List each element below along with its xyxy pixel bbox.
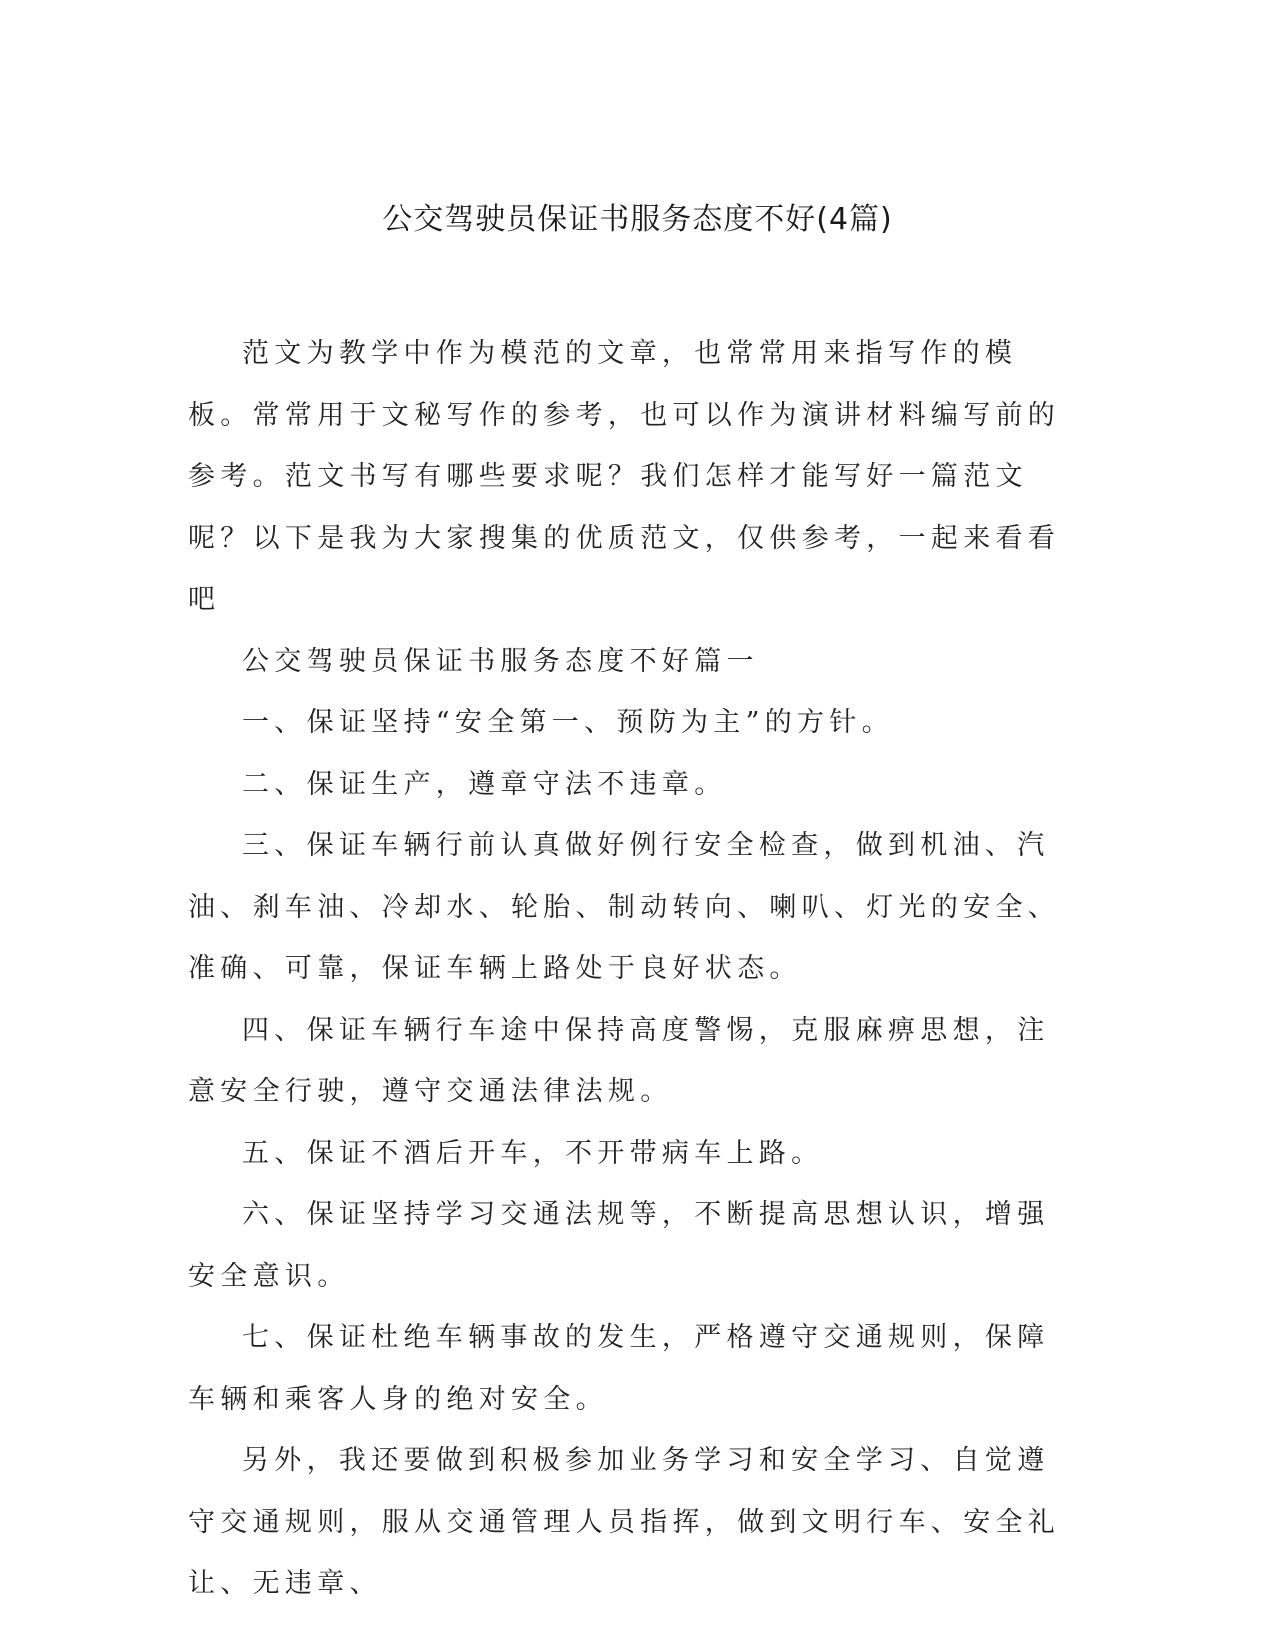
paragraph-closing: 另外，我还要做到积极参加业务学习和安全学习、自觉遵守交通规则，服从交通管理人员指挥，做到文明行车、安全礼让、无违章、 (188, 1445, 1061, 1599)
paragraph-section-heading: 公交驾驶员保证书服务态度不好篇一 (242, 645, 759, 677)
document-title: 公交驾驶员保证书服务态度不好(4篇) (382, 202, 893, 237)
paragraph-item-1: 一、保证坚持“安全第一、预防为主”的方针。 (242, 707, 894, 738)
paragraph-item-3: 三、保证车辆行前认真做好例行安全检查，做到机油、汽油、刹车油、冷却水、轮胎、制动转向、喇叭、灯光的安全、准确、可靠，保证车辆上路处于良好状态。 (188, 830, 1061, 984)
paragraph-intro: 范文为教学中作为模范的文章，也常常用来指写作的模板。常常用于文秘写作的参考，也可以作为演讲材料编写前的参考。范文书写有哪些要求呢？我们怎样才能写好一篇范文呢？以下是我为大家搜集的优质范文，仅供参考，一起来看看吧 (188, 338, 1061, 615)
document-body (188, 323, 1070, 1615)
paragraph-item-5: 五、保证不酒后开车，不开带病车上路。 (242, 1137, 824, 1169)
paragraph-item-2: 二、保证生产，遵章守法不违章。 (242, 768, 727, 800)
paragraph-item-6: 六、保证坚持学习交通法规等，不断提高思想认识，增强安全意识。 (188, 1199, 1050, 1292)
paragraph-item-4: 四、保证车辆行车途中保持高度警惕，克服麻痹思想，注意安全行驶，遵守交通法律法规。 (188, 1014, 1050, 1107)
paragraph-item-7: 七、保证杜绝车辆事故的发生，严格遵守交通规则，保障车辆和乘客人身的绝对安全。 (188, 1322, 1050, 1415)
